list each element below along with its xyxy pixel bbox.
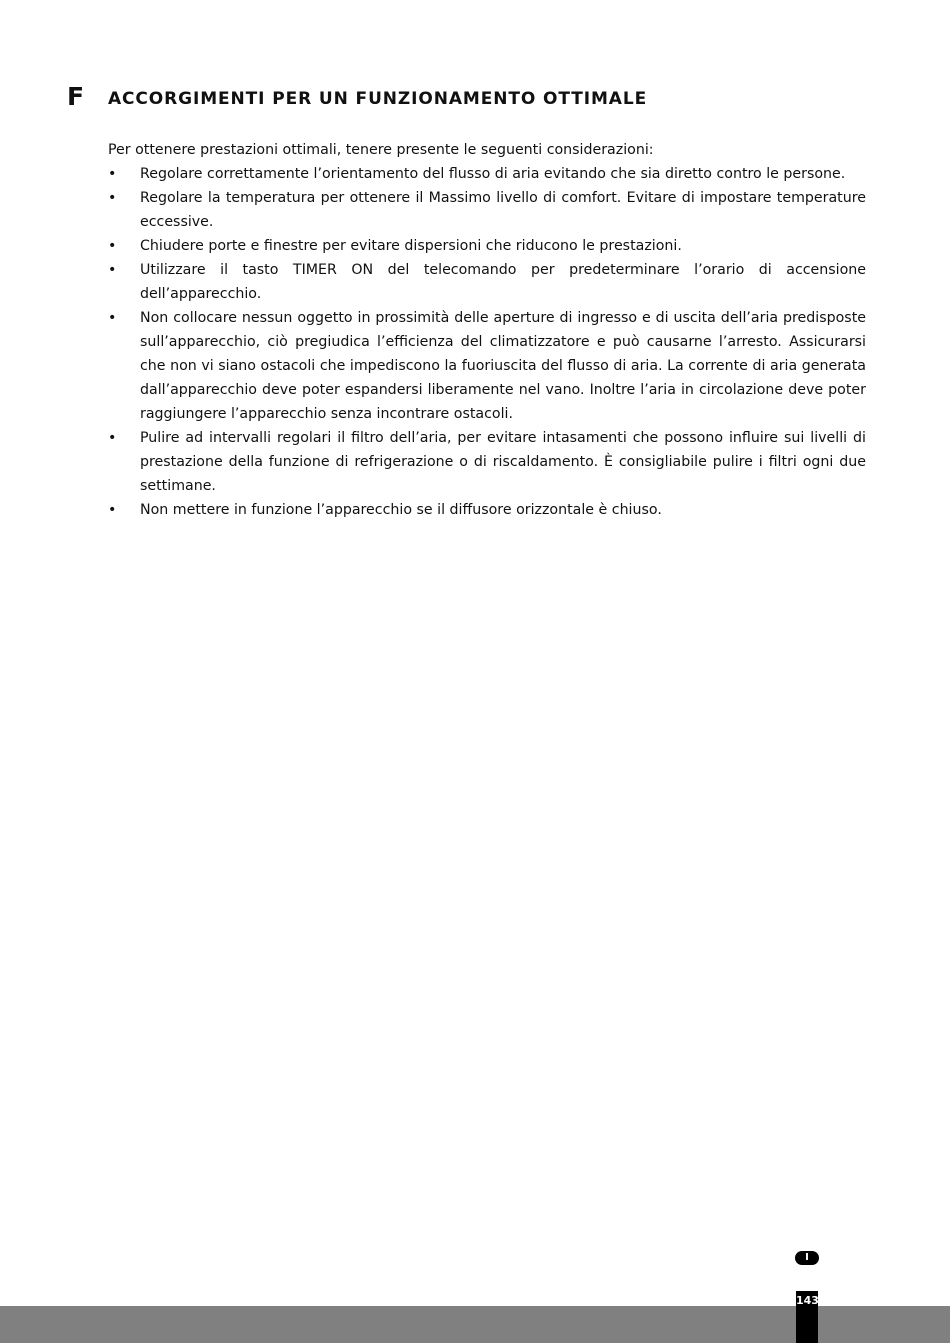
list-item	[108, 258, 866, 306]
page-number-tab	[796, 1291, 818, 1343]
list-item-text: Regolare la temperatura per ottenere il Massimo livello di comfort. Evitare di impostare temperature eccessive.	[140, 190, 866, 230]
list-item-text: Non collocare nessun oggetto in prossimità delle aperture di ingresso e di uscita dell’aria predisposte sull’apparecchio, ciò pregiudica l’efficienza del climatizzatore e può causarne l’arresto. Assicurarsi che non vi siano ostacoli che impediscono la fuoriuscita del flusso di aria. La corrente di aria generata dall’apparecchio deve poter espandersi liberamente nel vano. Inoltre l’aria in circolazione deve poter raggiungere l’apparecchio senza incontrare ostacoli.	[140, 310, 866, 422]
list-item	[108, 234, 866, 258]
bullet-icon: •	[108, 262, 117, 278]
language-badge: I	[795, 1251, 819, 1265]
list-item-text: Non mettere in funzione l’apparecchio se il diffusore orizzontale è chiuso.	[140, 502, 662, 518]
list-item-text: Regolare correttamente l’orientamento del flusso di aria evitando che sia diretto contro le persone.	[140, 166, 846, 182]
bullet-icon: •	[108, 430, 117, 446]
considerations-list	[108, 162, 866, 522]
list-item-text: Utilizzare il tasto TIMER ON del telecomando per predeterminare l’orario di accensione dell’apparecchio.	[140, 262, 866, 302]
list-item	[108, 306, 866, 426]
bullet-icon: •	[108, 166, 117, 182]
list-item-text: Pulire ad intervalli regolari il filtro dell’aria, per evitare intasamenti che possono influire sui livelli di prestazione della funzione di refrigerazione o di riscaldamento. È consigliabile pulire i filtri ogni due settimane.	[140, 430, 866, 494]
list-item	[108, 162, 866, 186]
bullet-icon: •	[108, 238, 117, 254]
bullet-icon: •	[108, 502, 117, 518]
page-number: 143	[796, 1294, 819, 1307]
intro-paragraph: Per ottenere prestazioni ottimali, tenere presente le seguenti considerazioni:	[108, 142, 654, 158]
bullet-icon: •	[108, 190, 117, 206]
bullet-icon: •	[108, 310, 117, 326]
list-item	[108, 186, 866, 234]
section-title: ACCORGIMENTI PER UN FUNZIONAMENTO OTTIMALE	[108, 89, 648, 109]
list-item-text: Chiudere porte e finestre per evitare dispersioni che riducono le prestazioni.	[140, 238, 682, 254]
list-item	[108, 498, 866, 522]
section-letter: F	[67, 82, 85, 111]
list-item	[108, 426, 866, 498]
